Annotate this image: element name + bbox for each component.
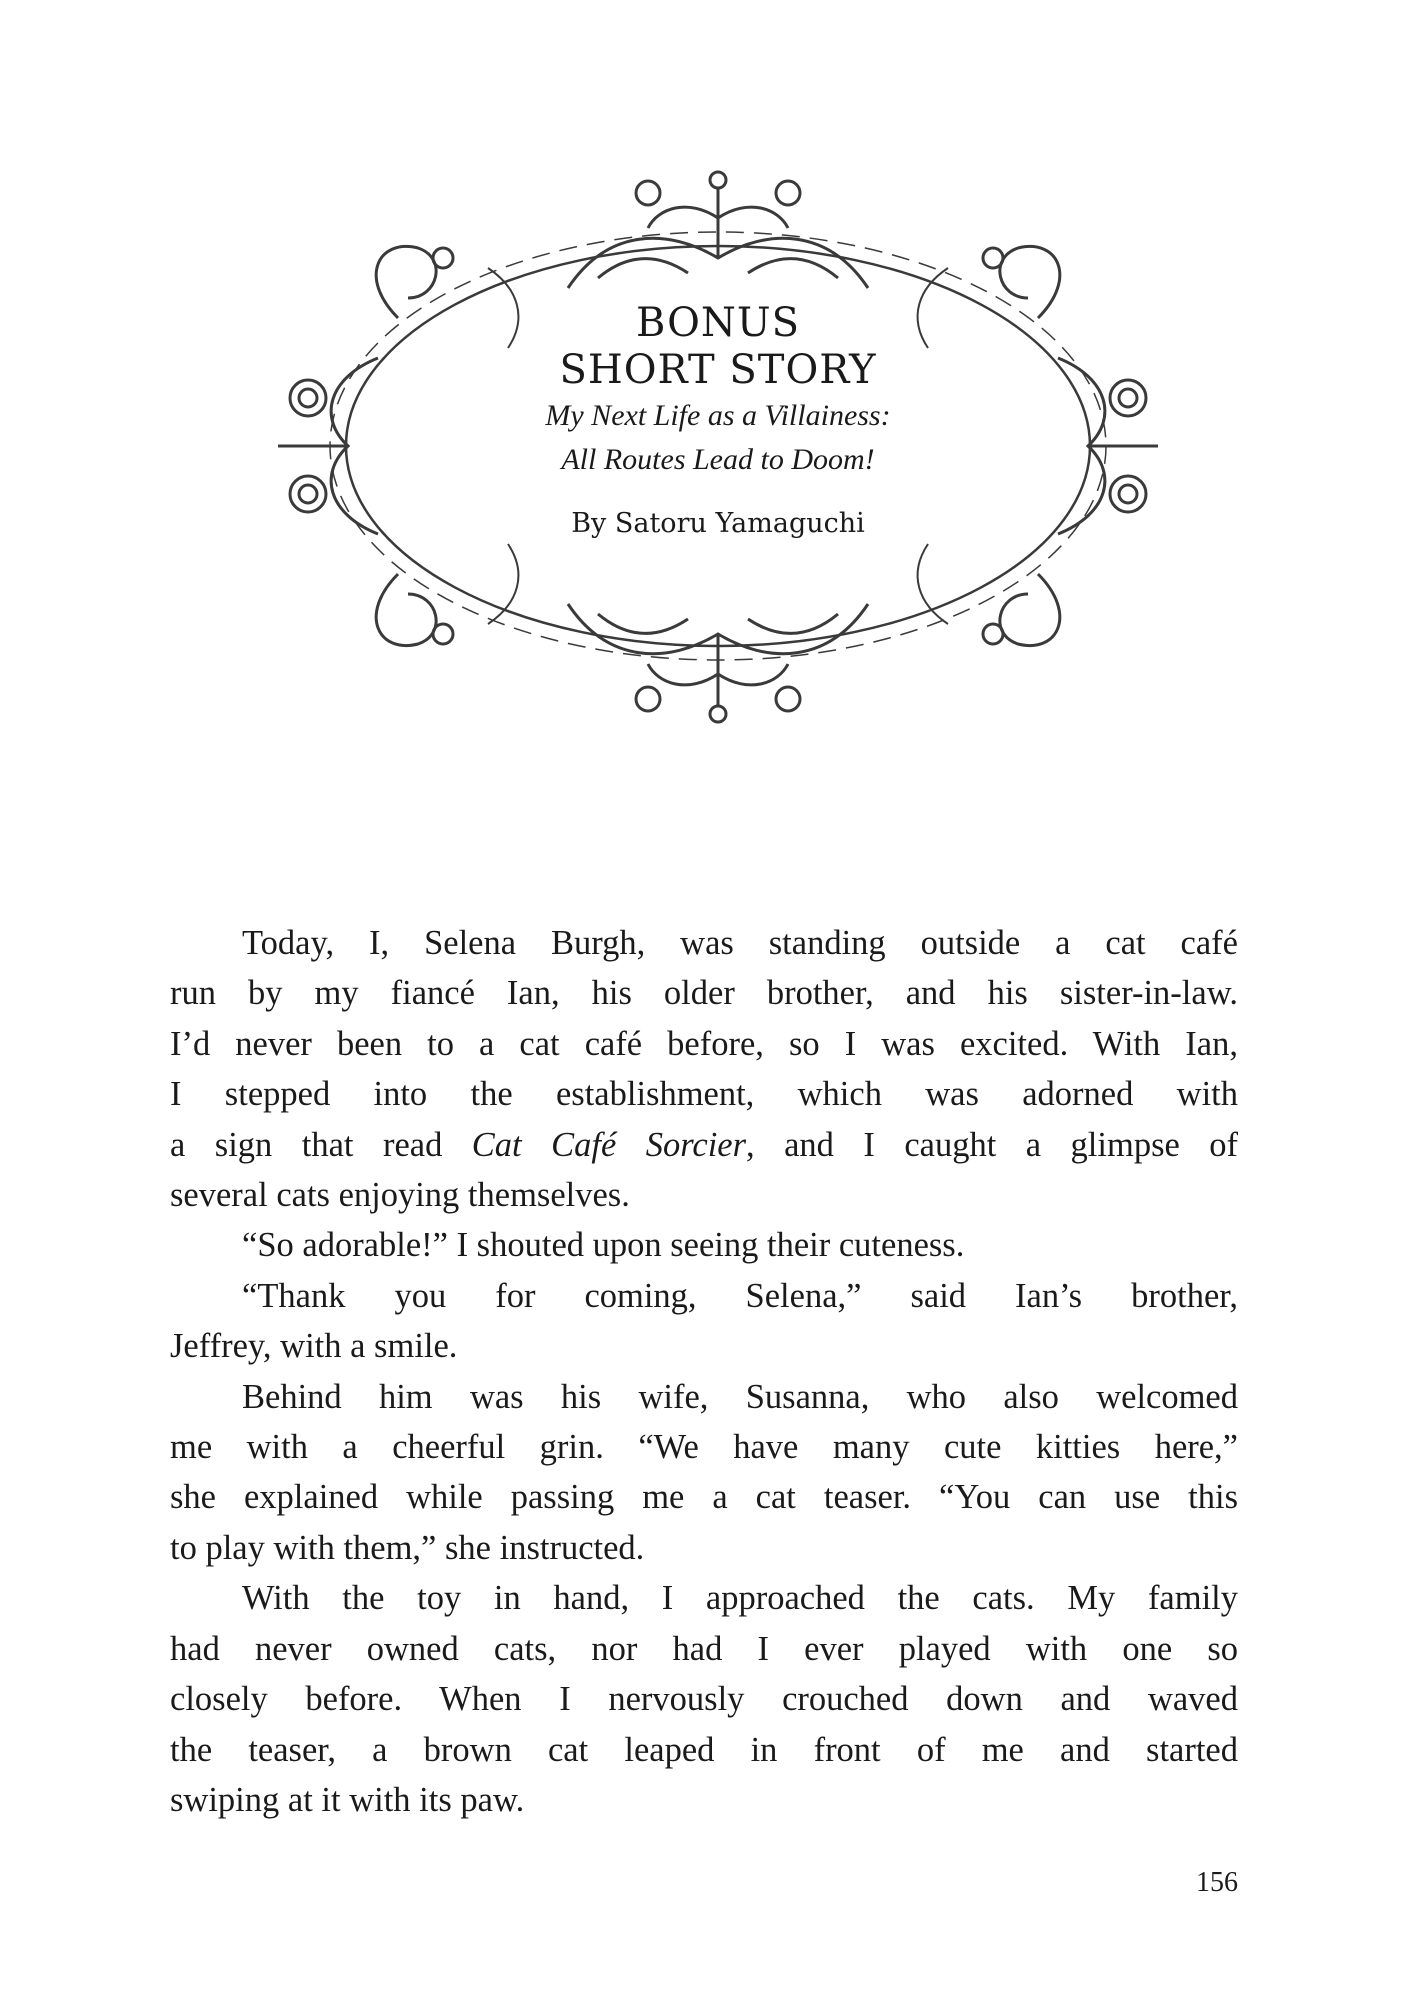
paragraph-5 (170, 1573, 1238, 1825)
paragraph-1-line: several cats enjoying themselves. (170, 1176, 630, 1215)
subtitle-line-1: My Next Life as a Villainess: (545, 399, 891, 432)
paragraph-5-line: With the toy in hand, I approached the cats. My family (242, 1579, 1238, 1618)
paragraph-5-line: closely before. When I nervously crouched down and waved (170, 1680, 1238, 1719)
paragraph-4-line: she explained while passing me a cat teaser. “You can use this (170, 1478, 1238, 1517)
paragraph-3-line: Jeffrey, with a smile. (170, 1327, 458, 1366)
paragraph-1-line: I stepped into the establishment, which was adorned with (170, 1075, 1238, 1114)
paragraph-1-line: I’d never been to a cat café before, so I was excited. With Ian, (170, 1024, 1238, 1063)
paragraph-4-line: Behind him was his wife, Susanna, who also welcomed (242, 1377, 1238, 1416)
paragraph-2-line: “So adorable!” I shouted upon seeing their cuteness. (242, 1226, 965, 1265)
story-body (170, 918, 1238, 1825)
paragraph-1-line: Today, I, Selena Burgh, was standing outside a cat café (242, 924, 1238, 962)
paragraph-5-line: swiping at it with its paw. (170, 1780, 525, 1819)
title-line-1: BONUS (635, 300, 801, 346)
paragraph-4-line: me with a cheerful grin. “We have many cute kitties here,” (170, 1428, 1238, 1467)
author-byline: By Satoru Yamaguchi (571, 508, 865, 539)
title-line-2: SHORT STORY (559, 347, 877, 393)
cafe-name: Cat Café Sorcier (471, 1125, 747, 1164)
paragraph-3 (170, 1271, 1238, 1372)
subtitle-line-2: All Routes Lead to Doom! (561, 443, 875, 476)
paragraph-5-line: the teaser, a brown cat leaped in front of me and started (170, 1730, 1238, 1769)
paragraph-4-line: to play with them,” she instructed. (170, 1528, 645, 1567)
page-number: 156 (1196, 1867, 1238, 1898)
paragraph-1-line (170, 1120, 1238, 1170)
paragraph-5-line: had never owned cats, nor had I ever played with one so (170, 1629, 1238, 1668)
story-heading (430, 300, 1006, 539)
paragraph-1-text: a sign that read (170, 1125, 472, 1164)
paragraph-4 (170, 1372, 1238, 1574)
paragraph-1-text: , and I caught a glimpse of (746, 1125, 1239, 1164)
paragraph-2 (170, 1220, 1238, 1270)
paragraph-1-line: run by my fiancé Ian, his older brother, and his sister-in-law. (170, 974, 1238, 1013)
paragraph-3-line: “Thank you for coming, Selena,” said Ian’s brother, (242, 1276, 1238, 1315)
paragraph-1 (170, 918, 1238, 1220)
